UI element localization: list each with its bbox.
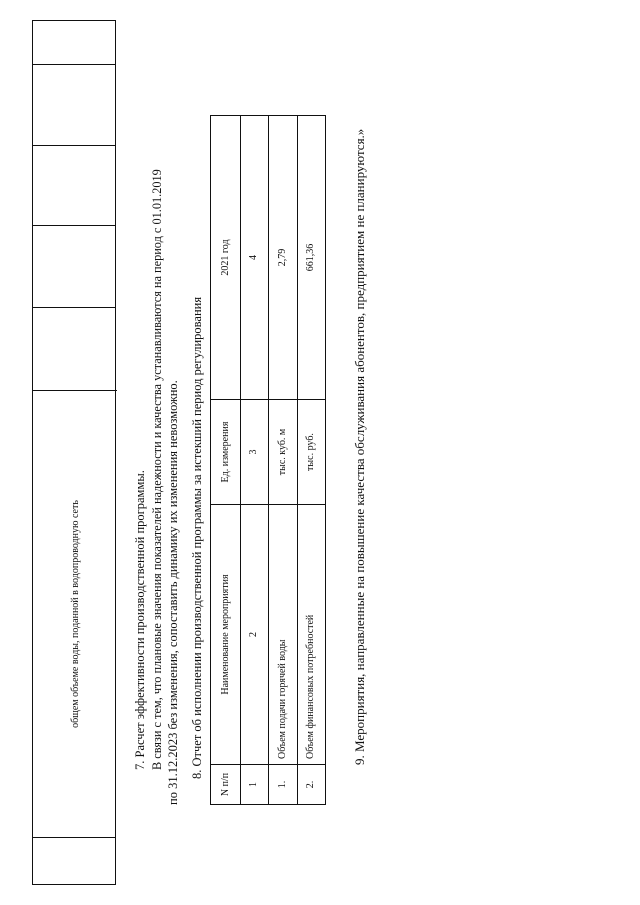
col-number: 2	[240, 504, 268, 764]
col-number: 1	[240, 764, 268, 804]
row-name: Объем финансовых потребностей	[297, 504, 325, 764]
top-table-cell	[33, 64, 115, 145]
top-table-index-cell	[33, 837, 115, 884]
top-table	[32, 20, 116, 885]
report-table-numbering-row	[240, 116, 268, 804]
table-row	[297, 116, 325, 804]
section7-line1: В связи с тем, что плановые значения показателей надежности и качества устанавливаются на период с 01.01.2019	[150, 169, 164, 770]
row-value: 661,36	[305, 243, 316, 272]
row-value: 2,79	[276, 248, 288, 267]
table-row	[268, 116, 297, 804]
section7-heading: 7. Расчет эффективности производственной программы.	[133, 470, 147, 770]
section9-text: 9. Мероприятия, направленные на повышение качества обслуживания абонентов, предприятием не планируются.»	[352, 128, 367, 765]
top-table-row-label: общем объеме воды, поданной в водопроводную сеть	[69, 500, 81, 728]
row-name: Объем подачи горячей воды	[268, 504, 297, 764]
header-name: Наименование мероприятия	[211, 504, 240, 764]
col-number: 3	[240, 399, 268, 504]
top-table-cell	[33, 225, 115, 307]
row-unit: тыс. руб.	[297, 399, 325, 504]
row-num: 2.	[297, 764, 325, 804]
section8-heading: 8. Отчет об исполнении производственной программы за истекший период регулирования	[190, 296, 204, 779]
top-table-cell	[33, 307, 115, 390]
report-table-header-row	[211, 116, 240, 804]
col-number: 4	[248, 255, 259, 260]
section7-line2: по 31.12.2023 без изменения, сопоставить динамику их изменения невозможно.	[166, 380, 180, 805]
top-table-cell	[33, 21, 115, 64]
header-year: 2021 год	[219, 239, 231, 276]
report-table	[210, 115, 326, 805]
header-num: N п/п	[211, 764, 240, 804]
header-unit: Ед. измерения	[211, 399, 240, 504]
top-table-label-cell	[33, 390, 117, 837]
top-table-cell	[33, 145, 115, 225]
row-unit: тыс. куб. м	[268, 399, 297, 504]
row-num: 1.	[268, 764, 297, 804]
